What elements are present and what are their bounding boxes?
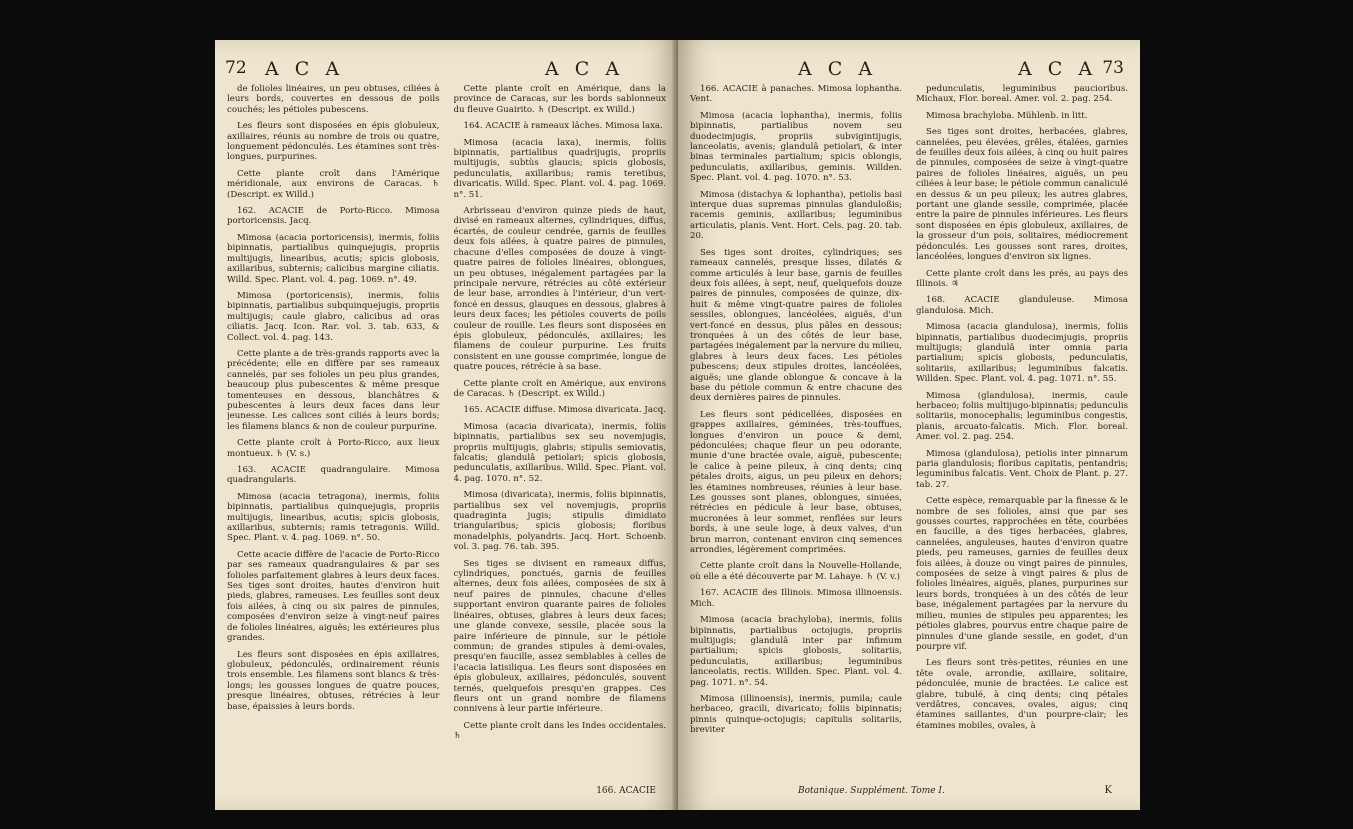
left-running-head-2: A C A [545,58,625,80]
paragraph: 168. ACACIE glanduleuse. Mimosa glandulosa. Mich. [916,295,1128,316]
paragraph: Mimosa (acacia glandulosa), inermis, foliis bipinnatis, partialibus duodecimjugis, propriis multijugis; glandulâ inter omnia paria partialium; spicis globosis, pedunculatis, solitariis, axillaribus; leguminibus falcatis. Willden. Spec. Plant. vol. 4. pag. 1071. n°. 55. [916,322,1128,385]
paragraph: Cette plante croît à Porto-Ricco, aux lieux montueux. ♄ (V. s.) [227,438,440,459]
left-column-2 [454,84,667,810]
paragraph: Mimosa (acacia divaricata), inermis, foliis bipinnatis, partialibus sex seu novemjugis, propriis multijugis, glabris; stipulis semiovatis, falcatis; glandulâ petiolari; spicis globosis, pedunculatis, axillaribus. Willd. Spec. Plant. vol. 4. pag. 1070. n°. 52. [453,421,666,484]
paragraph: Mimosa (distachya & lophantha), petiolis basi interque duas supremas pinnulas glanduloßis; racemis geminis, axillaribus; leguminibus articulatis, planis. Vent. Hort. Cels. pag. 20. tab. 20. [690,189,902,242]
left-column-1 [227,84,440,810]
paragraph: Ses tiges sont droites, herbacées, glabres, cannelées, peu élevées, grêles, étalées, garnies de feuilles deux fois ailées, à cinq ou huit paires de pinnules, composées de seize à vingt-quatre paires de folioles linéaires, aiguës, un peu ciliées à leur base; le pétiole commun canaliculé en dessus & un peu pileux; les autres glabres, portant une glande sessile, comprimée, placée entre la paire de pinnules inférieures. Les fleurs sont disposées en épis globuleux, axillaires, de la grosseur d'un pois, solitaires, médiocrement pédonculés. Les gousses sont rares, droites, lancéolées, longues d'environ six lignes. [916,127,1128,263]
paragraph: Cette plante a de très-grands rapports avec la précédente; elle en diffère par ses rameaux cannelés, par ses folioles un peu plus grandes, beaucoup plus pubescentes & même presque tomenteuses en dessous, blanchâtres & pubescentes à leurs deux faces dans leur jeunesse. Les calices sont ciliés à leurs bords; les filamens blancs & non de couleur purpurine. [227,348,440,432]
right-running-head-1: A C A [798,58,878,80]
right-column-1 [690,84,902,810]
left-page-number: 72 [225,58,247,78]
paragraph: Mimosa (acacia tetragona), inermis, foliis bipinnatis, partialibus quinquejugis, propriis multijugis, linearibus, acutis; spicis globosis, axillaribus, subternis; ramis tetragonis. Willd. Spec. Plant. v. 4. pag. 1069. n°. 50. [227,491,440,544]
left-page [215,40,678,810]
paragraph: 164. ACACIE à rameaux lâches. Mimosa laxa. [463,121,663,132]
paragraph: Mimosa brachyloba. Mühlenb. in litt. [926,110,1088,121]
paragraph: Les fleurs sont disposées en épis axillaires, globuleux, pédonculés, ordinairement réunis trois ensemble. Les filamens sont blancs & très-longs; les gousses longues de quatre pouces, presque linéaires, obtuses, rétrécies à leur base, épaissies à leurs bords. [227,649,440,712]
paragraph: de folioles linéaires, un peu obtuses, ciliées à leurs bords, couvertes en dessous de poils couchés; les pétioles pubescens. [227,84,440,115]
paragraph: Mimosa (portoricensis), inermis, foliis bipinnatis, partialibus subquinquejugis, propriis multijugis; caule glabro, calicibus ad oras ciliatis. Jacq. Icon. Rar. vol. 3. tab. 633, & Collect. vol. 4. pag. 143. [227,290,440,343]
left-catchword: 166. ACACIE [596,786,656,796]
paragraph: pedunculatis, leguminibus paucioribus. Michaux, Flor. boreal. Amer. vol. 2. pag. 254. [916,84,1128,105]
paragraph: Arbrisseau d'environ quinze pieds de haut, divisé en rameaux alternes, cylindriques, diffus, écartés, de couleur cendrée, garnis de feuilles deux fois ailées, à quatre paires de pinnules, chacune d'elles composées de douze à vingt-quatre paires de folioles linéaires, oblongues, un peu obtuses, inégalement partagées par la principale nervure, rétrécies au côté extérieur de leur base, arrondies à l'intérieur, d'un vert-foncé en dessus, glauques en dessous, glabres à leurs deux faces; les pétioles couverts de poils couleur de rouille. Les fleurs sont disposées en épis globuleux, pédonculés, axillaires; les filamens de couleur purpurine. Les fruits consistent en une gousse comprimée, longue de quatre pouces, rétrécie à sa base. [453,206,666,373]
paragraph: Ses tiges se divisent en rameaux diffus, cylindriques, ponctués, garnis de feuilles alternes, deux fois ailées, composées de six à neuf paires de pinnules, chacune d'elles supportant environ quarante paires de folioles linéaires, obtuses, glabres à leurs deux faces; une glande convexe, sessile, placée sous la paire inférieure de pinnule, sur le pétiole commun; de grandes stipules à demi-ovales, presqu'en faucille, assez semblables à celles de l'acacia latisiliqua. Les fleurs sont disposées en épis globuleux, axillaires, pédonculés, souvent ternés, quelquefois presqu'en grappes. Ces fleurs ont un grand nombre de filamens connivens à leur partie inférieure. [453,558,666,715]
paragraph: Mimosa (illinoensis), inermis, pumila; caule herbaceo, gracili, divaricato; foliis bipinnatis; pinnis quinque-octojugis; capitulis solitariis, breviter [690,693,902,736]
paragraph: Mimosa (acacia laxa), inermis, foliis bipinnatis, partialibus quadrijugis, propriis multijugis, subtùs glaucis; spicis globosis, pedunculatis, axillaribus; ramis teretibus, divaricatis. Willd. Spec. Plant. vol. 4. pag. 1069. n°. 51. [453,137,666,200]
paragraph: Cette plante croît en Amérique, aux environs de Caracas. ♄ (Descript. ex Willd.) [453,378,666,399]
paragraph: Cette plante croît dans l'Amérique méridionale, aux environs de Caracas. ♄ (Descript. ex Willd.) [227,168,440,200]
paragraph: 163. ACACIE quadrangulaire. Mimosa quadrangularis. [227,465,440,486]
paragraph: 162. ACACIE de Porto-Ricco. Mimosa portoricensis. Jacq. [227,206,440,227]
paragraph: Cette plante croît dans les prés, au pays des Illinois. ♃ [916,268,1128,289]
right-running-head-2: A C A [1018,58,1098,80]
paragraph: Mimosa (divaricata), inermis, foliis bipinnatis, partialibus sex vel novemjugis, propriis quadraginta jugis; stipulis dimidiato triangularibus; spicis globosis; floribus monadelphis, polyandris. Jacq. Hort. Schoenb. vol. 3. pag. 76. tab. 395. [453,490,666,553]
right-page [678,40,1140,810]
signature-mark: K [1104,785,1112,796]
paragraph: 167. ACACIE des Illinois. Mimosa illinoensis. Mich. [690,588,902,609]
paragraph: Mimosa (acacia portoricensis), inermis, foliis bipinnatis, partialibus quinquejugis, propriis multijugis, linearibus, acutis; spicis globosis, axillaribus, subternis; calicibus margine ciliatis. Willd. Spec. Plant. vol. 4. pag. 1069. n°. 49. [227,232,440,285]
paragraph: Les fleurs sont très-petites, réunies en une tête ovale, arrondie, axillaire, solitaire, pédonculée, munie de bractées. Le calice est glabre, tubulé, à cinq dents; cinq pétales verdâtres, concaves, ovales, aigus; cinq étamines saillantes, d'un pourpre-clair; les étamines mobiles, ovales, à [916,658,1128,731]
paragraph: Cette espèce, remarquable par la finesse & le nombre de ses folioles, ainsi que par ses gousses courtes, rapprochées en tête, courbées en faucille, a des tiges herbacées, glabres, cannelées, anguleuses, hautes d'environ quatre pieds, peu rameuses, garnies de feuilles deux fois ailées, à douze ou vingt paires de pinnules, composées de seize à vingt paires & plus de folioles linéaires, aiguës, planes, purpurines sur leurs bords, tronquées à un des côtés de leur base, inégalement partagées par la nervure du milieu, munies de stipules peu apparentes; les pétioles glabres, pourvus entre chaque paire de pinnules d'une glande sessile, en godet, d'un pourpre vif. [916,496,1128,652]
paragraph: 165. ACACIE diffuse. Mimosa divaricata. Jacq. [463,405,666,416]
paragraph: 166. ACACIE à panaches. Mimosa lophantha. Vent. [690,84,902,105]
paragraph: Ses tiges sont droites, cylindriques; ses rameaux cannelés, presque lisses, dilatés & comme articulés à leur base, garnis de feuilles deux fois ailées, à sept, neuf, quelquefois douze paires de pinnules, composées de quinze, dix-huit & même vingt-quatre paires de folioles sessiles, oblongues, lancéolées, aiguës, d'un vert-foncé en dessus, plus pâles en dessous; tronquées à un des côtés de leur base, partagées inégalement par la nervure du milieu, glabres à leurs deux faces. Les pétioles pubescens; deux stipules droites, lancéolées, aiguës; une glande oblongue & concave à la base du pétiole commun & entre chacune des deux dernières paires de pinnules. [690,247,902,404]
paragraph: Mimosa (glandulosa), inermis, caule herbaceo; foliis multijugo-bipinnatis; pedunculis solitariis, monocephalis; leguminibus congestis, planis, arcuato-falcatis. Mich. Flor. boreal. Amer. vol. 2. pag. 254. [916,390,1128,443]
right-column-2 [916,84,1128,810]
left-page-header [215,58,678,84]
paragraph: Mimosa (glandulosa), petiolis inter pinnarum paria glandulosis; floribus capitatis, pentandris; leguminibus falcatis. Vent. Choix de Plant. p. 27. tab. 27. [916,448,1128,490]
paragraph: Cette plante croît dans la Nouvelle-Hollande, où elle a été découverte par M. Lahaye. ♄ (V. v.) [690,561,902,582]
right-footer: Botanique. Supplément. Tome I. [798,786,945,796]
paragraph: Les fleurs sont pédicellées, disposées en grappes axillaires, géminées, très-touffues, longues d'environ un pouce & demi, pédonculées; chaque fleur un peu odorante, munie d'une bractée ovale, aiguë, pubescente; le calice à peine pileux, à cinq dents; cinq pétales droits, aigus, un peu pileux en dehors; les étamines nombreuses, réunies à leur base. Les gousses sont planes, oblongues, sinuées, rétrécies en pédicule à leur base, obtuses, mucronées à leur sommet, renflées sur leurs bords, à une seule loge, à deux valves, d'un brun marron, contenant environ cinq semences arrondies, légèrement comprimées. [690,409,902,556]
paragraph: Mimosa (acacia brachyloba), inermis, foliis bipinnatis, partialibus octojugis, propriis multijugis; glandulâ inter par infimum partialium; spicis globosis, solitariis, pedunculatis, axillaribus; leguminibus lanceolatis, rectis. Willden. Spec. Plant. vol. 4. pag. 1071. n°. 54. [690,615,902,688]
right-page-header [678,58,1140,84]
paragraph: Cette plante croît dans les Indes occidentales. ♄ [453,720,666,742]
paragraph: Mimosa (acacia lophantha), inermis, foliis bipinnatis, partialibus novem seu duodecimjugis, propriis subvigintijugis, lanceolatis, avenis; glandulâ petiolari, & inter binas terminales partialium; spicis oblongis, pedunculatis, axillaribus, geminis. Willden. Spec. Plant. vol. 4. pag. 1070. n°. 53. [690,110,902,184]
paragraph: Cette plante croît en Amérique, dans la province de Caracas, sur les bords sablonneux du fleuve Guairito. ♄ (Descript. ex Willd.) [453,84,666,115]
paragraph: Les fleurs sont disposées en épis globuleux, axillaires, réunis au nombre de trois ou quatre, longuement pédonculés. Les étamines sont très-longues, purpurines. [227,121,440,163]
right-page-number: 73 [1102,58,1124,78]
paragraph: Cette acacie diffère de l'acacie de Porto-Ricco par ses rameaux quadrangulaires & par ses folioles parfaitement glabres à leurs deux faces. Ses tiges sont droites, hautes d'environ huit pieds, glabres, rameuses. Les feuilles sont deux fois ailées, à cinq ou six paires de pinnules, composées d'environ seize à vingt-neuf paires de folioles linéaires, aiguës; les extérieures plus grandes. [227,549,440,644]
left-running-head-1: A C A [265,58,345,80]
